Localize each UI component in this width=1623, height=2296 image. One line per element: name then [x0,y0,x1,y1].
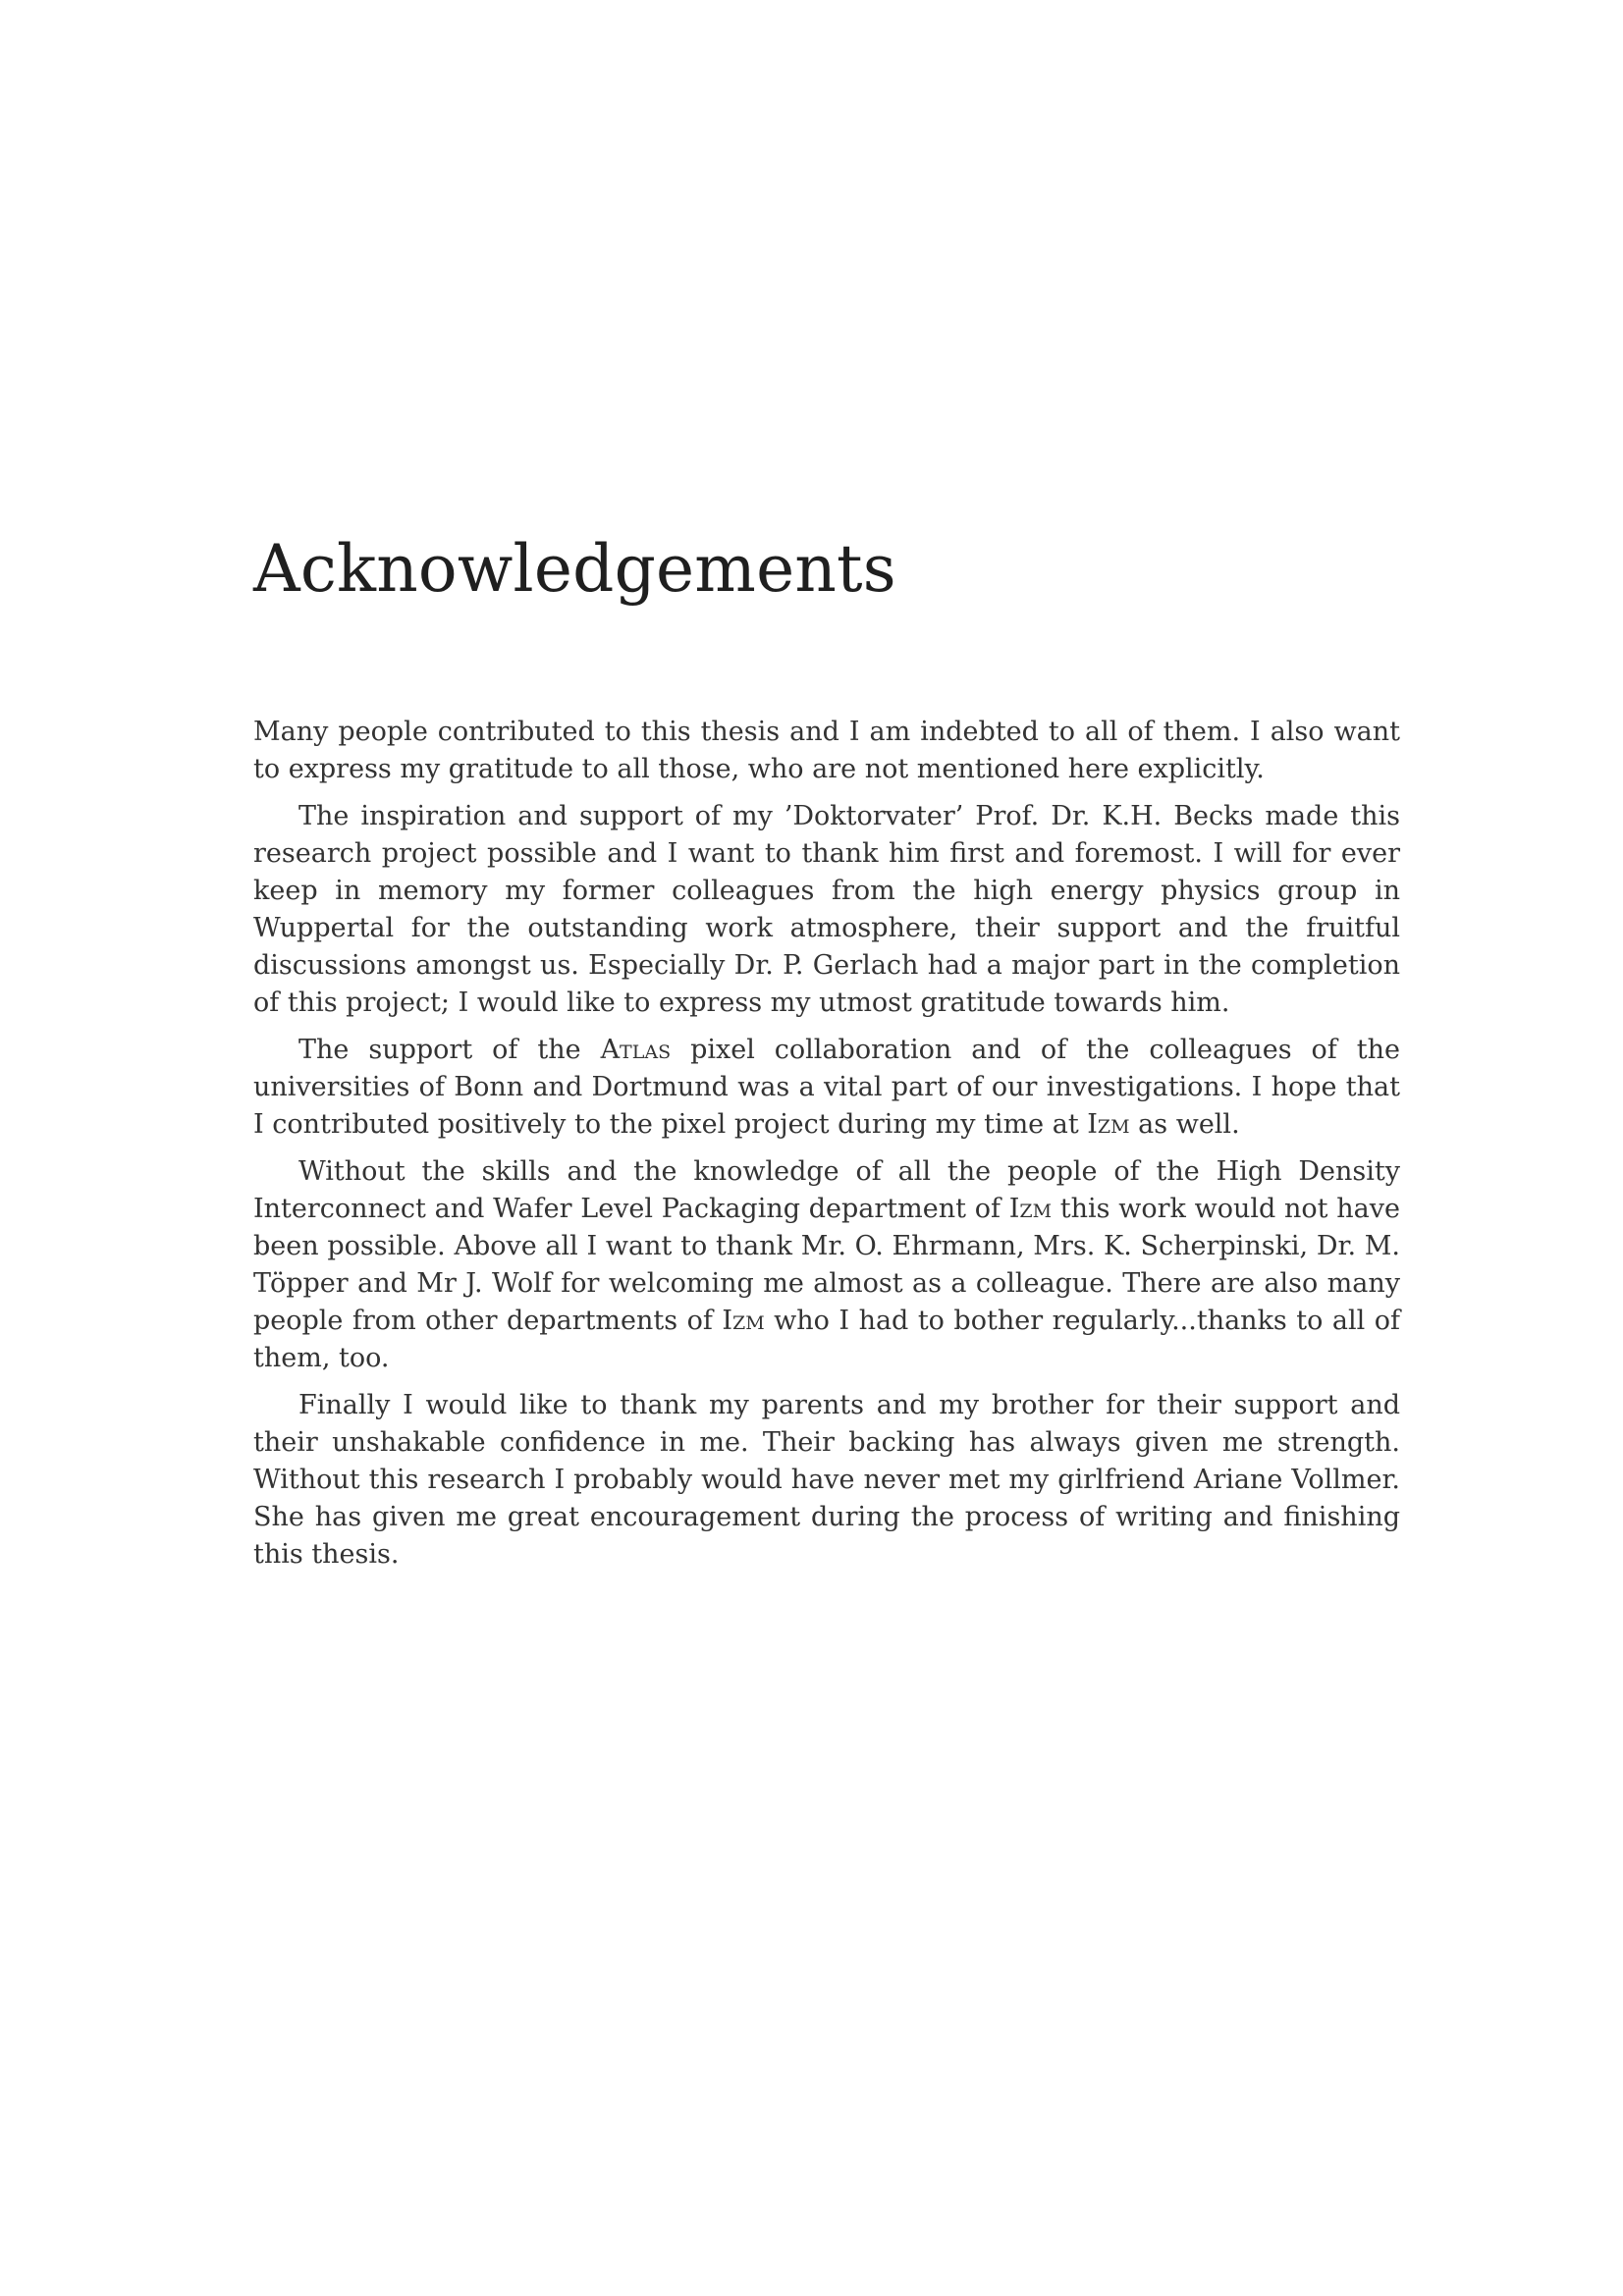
paragraph-4-before: Without the skills and the knowledge of all the people of the High Density Interconnect and Wafer Level Packaging department of [253,1156,1400,1224]
paragraph-4-after: who I had to bother regularly...thanks to all of them, too. [253,1306,1400,1373]
izm-name: Izm [1087,1109,1130,1140]
paragraph-5: Finally I would like to thank my parents and my brother for their support and their unshakable confidence in me. Their backing has always given me strength. Without this research I probably would have never met my girlfriend Ariane Vollmer. She has given me great encouragement during the process of writing and finishing this thesis. [253,1390,1400,1570]
paragraph-3-middle: pixel collaboration and of the colleagues of the universities of Bonn and Dortmund was a vital part of our investigations. I hope that I contributed positively to the pixel project during my time at [253,1035,1400,1140]
izm-name: Izm [722,1306,765,1336]
atlas-name: Atlas [600,1035,672,1065]
paragraph-4 [253,1153,1400,1377]
paragraph-4-middle: this work would not have been possible. Above all I want to thank Mr. O. Ehrmann, Mrs. K. Scherpinski, Dr. M. Töpper and Mr J. Wolf for welcoming me almost as a colleague. There are also many people from other departments of [253,1194,1400,1336]
paragraph-3 [253,1032,1400,1144]
page-content [253,530,1400,1583]
paragraph-2: The inspiration and support of my ’Doktorvater’ Prof. Dr. K.H. Becks made this research project possible and I want to thank him first and foremost. I will for ever keep in memory my former colleagues from the high energy physics group in Wuppertal for the outstanding work atmosphere, their support and the fruitful discussions amongst us. Especially Dr. P. Gerlach had a major part in the completion of this project; I would like to express my utmost gratitude towards him. [253,801,1400,1018]
izm-name: Izm [1008,1194,1053,1224]
chapter-title: Acknowledgements [253,531,896,607]
paragraph-3-after: as well. [1129,1109,1240,1140]
body-text [253,714,1400,1574]
paragraph-3-before: The support of the [298,1035,601,1065]
paragraph-1: Many people contributed to this thesis and I am indebted to all of them. I also want to express my gratitude to all those, who are not mentioned here explicitly. [253,717,1400,784]
